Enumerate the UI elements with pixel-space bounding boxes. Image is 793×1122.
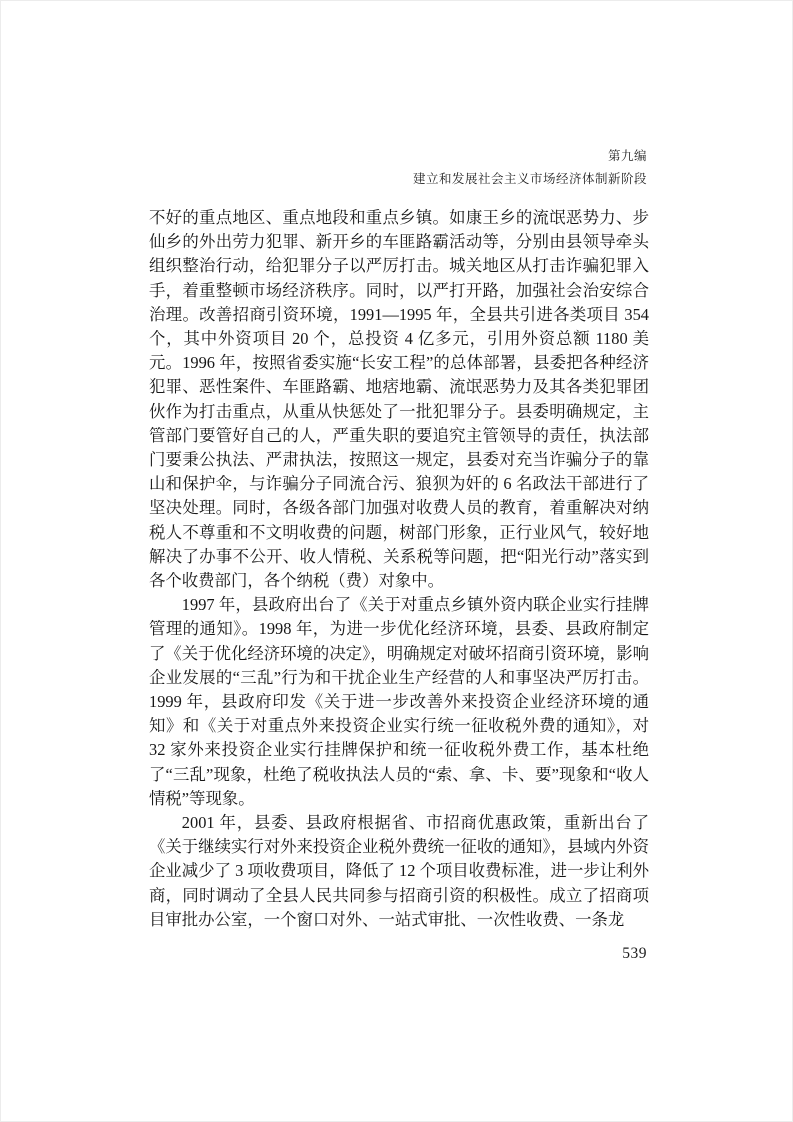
paragraph: 1997 年，县政府出台了《关于对重点乡镇外资内联企业实行挂牌管理的通知》。1998 年，为进一步优化经济环境，县委、县政府制定了《关于优化经济环境的决定》，明确规定对破坏招商引资环境，影响企业发展的“三乱”行为和干扰企业生产经营的人和事坚决严厉打击。1999 年，县政府印发《关于进一步改善外来投资企业经济环境的通知》和《关于对重点外来投资企业实行统一征收税外费的通知》，对 32 家外来投资企业实行挂牌保护和统一征收税外费工作，基本杜绝了“三乱”现象，杜绝了税收执法人员的“索、拿、卡、要”现象和“收人情税”等现象。 — [149, 595, 649, 808]
body-text — [149, 206, 649, 932]
paragraph: 2001 年，县委、县政府根据省、市招商优惠政策，重新出台了《关于继续实行对外来投资企业税外费统一征收的通知》，县域内外资企业减少了 3 项收费项目，降低了 12 个项目收费标准，进一步让利外商，同时调动了全县人民共同参与招商引资的积极性。成立了招商项目审批办公室，一个窗口对外、一站式审批、一次性收费、一条龙 — [149, 813, 649, 929]
page-footer — [622, 945, 647, 963]
section-number: 第九编 — [607, 149, 647, 163]
section-title: 建立和发展社会主义市场经济体制新阶段 — [412, 172, 647, 186]
running-header — [413, 145, 647, 191]
page-number: 539 — [622, 945, 647, 962]
paragraph-continuation: 不好的重点地区、重点地段和重点乡镇。如康王乡的流氓恶势力、步仙乡的外出劳力犯罪、新开乡的车匪路霸活动等，分别由县领导牵头组织整治行动，给犯罪分子以严厉打击。城关地区从打击诈骗犯罪入手，着重整顿市场经济秩序。同时，以严打开路，加强社会治安综合治理。改善招商引资环境，1991—1995 年，全县共引进各类项目 354 个，其中外资项目 20 个，总投资 4 亿多元，引用外资总额 1180 美元。1996 年，按照省委实施“长安工程”的总体部署，县委把各种经济犯罪、恶性案件、车匪路霸、地痞地霸、流氓恶势力及其各类犯罪团伙作为打击重点，从重从快惩处了一批犯罪分子。县委明确规定，主管部门要管好自己的人，严重失职的要追究主管领导的责任，执法部门要秉公执法、严肃执法，按照这一规定，县委对充当诈骗分子的靠山和保护伞，与诈骗分子同流合污、狼狈为奸的 6 名政法干部进行了坚决处理。同时，各级各部门加强对收费人员的教育，着重解决对纳税人不尊重和不文明收费的问题，树部门形象，正行业风气，较好地解决了办事不公开、收人情税、关系税等问题，把“阳光行动”落实到各个收费部门，各个纳税（费）对象中。 — [149, 208, 649, 591]
